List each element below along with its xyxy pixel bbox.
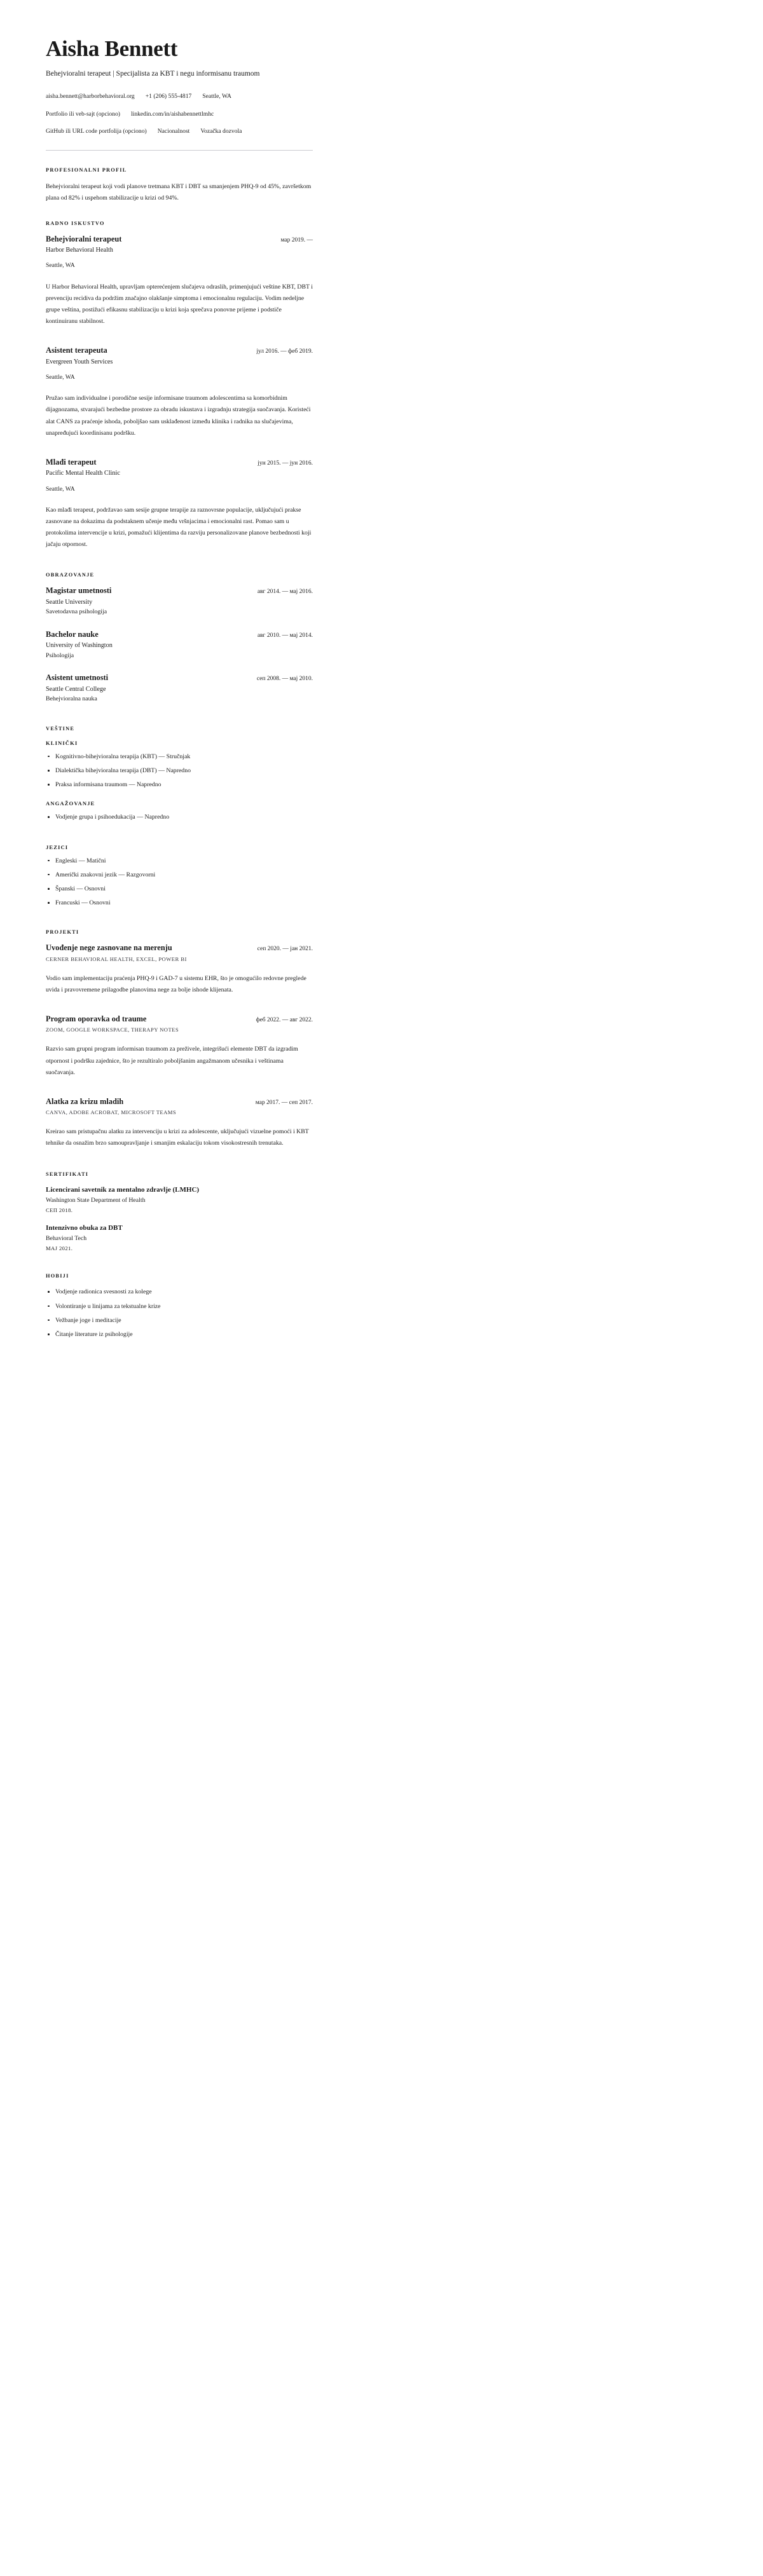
education-entry-head <box>46 630 313 640</box>
contact-row-primary <box>46 92 313 101</box>
project-description: Vodio sam implementaciju praćenja PHQ-9 i GAD-7 u sistemu EHR, što je omogućilo redovne preglede uvida i pravovremene prilagodbe planovima nege za bolje ishode klijenata. <box>46 974 306 993</box>
skill-list <box>46 812 313 822</box>
job-role: Behejvioralni terapeut <box>46 234 122 243</box>
profile-text: Behejvioralni terapeut koji vodi planove tretmana KBT i DBT sa smanjenjem PHQ-9 od 45%, završetkom plana od 82% i uspehom stabilizacije u krizi od 94%. <box>46 183 312 202</box>
certificate-issuer: Behavioral Tech <box>46 1235 87 1243</box>
language-item: Francuski — Osnovni <box>46 898 313 908</box>
education-entry-head <box>46 586 313 596</box>
project-entry <box>46 943 313 996</box>
contact-phone[interactable]: +1 (206) 555-4817 <box>145 93 192 100</box>
job-company: Evergreen Youth Services <box>46 358 113 365</box>
language-item: Engleski — Matični <box>46 856 313 866</box>
education-field: Psihologija <box>46 651 74 659</box>
experience-entry <box>46 346 313 439</box>
section-experience <box>46 221 313 551</box>
experience-entry-head <box>46 346 313 356</box>
education-field: Behejvioralna nauka <box>46 695 97 703</box>
project-entry <box>46 1097 313 1150</box>
education-degree: Bachelor nauke <box>46 629 99 639</box>
skill-item: Vodjenje grupa i psihoedukacija — Napredno <box>46 812 313 822</box>
certificate-date: СЕП 2018. <box>46 1207 73 1213</box>
project-entry-head <box>46 1014 313 1025</box>
section-title-profile: PROFESIONALNI PROFIL <box>46 167 127 174</box>
education-school: Seattle Central College <box>46 685 106 693</box>
skill-list <box>46 752 313 790</box>
contact-driving-licence: Vozačka dozvola <box>200 127 242 135</box>
section-title-skills: VEŠTINE <box>46 725 75 732</box>
project-name: Uvođenje nege zasnovane na merenju <box>46 943 172 953</box>
job-description: U Harbor Behavioral Health, upravljam opterećenjem slučajeva odraslih, primenjujući veštine KBT, DBT i prevenciju recidiva da podržim značajno olakšanje simptoma i emocionalnu regulaciju. Vodim nedeljne grupe veština, postižući efikasnu stabilizaciju u krizi koja sprečava ponovne prijeme i podstiče kontinuiranu stabilnost. <box>46 283 313 325</box>
education-degree: Magistar umetnosti <box>46 586 112 596</box>
section-skills <box>46 726 313 822</box>
project-stack: CERNER BEHAVIORAL HEALTH, EXCEL, POWER BI <box>46 955 187 962</box>
skill-group-name: ANGAŽOVANJE <box>46 800 95 807</box>
experience-entry-head <box>46 458 313 468</box>
project-stack: ZOOM, GOOGLE WORKSPACE, THERAPY NOTES <box>46 1026 179 1033</box>
certificate-date: МАЈ 2021. <box>46 1245 73 1252</box>
header-divider <box>46 150 313 151</box>
section-title-languages: JEZICI <box>46 843 69 850</box>
skill-item: Dialektička bihejvioralna terapija (DBT) — Napredno <box>46 766 313 775</box>
job-role: Mlađi terapeut <box>46 457 97 467</box>
section-title-education: OBRAZOVANJE <box>46 572 95 578</box>
skill-group-clinical <box>46 740 313 790</box>
education-date: авг 2014. — мај 2016. <box>257 589 313 596</box>
project-description: Kreirao sam pristupačnu alatku za intervenciju u krizi za adolescente, uključujući vizuelne pomoći i KBT tehnike da osnažim brzo samoupravljanje i smanjim eskalaciju tokom visokostresnih trenutaka. <box>46 1128 309 1147</box>
job-company: Pacific Mental Health Clinic <box>46 470 120 477</box>
resume-sheet <box>46 37 313 1339</box>
contact-nationality: Nacionalnost <box>157 127 190 135</box>
skill-group-name: KLINIČKI <box>46 739 78 746</box>
skill-group-engagement <box>46 800 313 822</box>
hobby-item: Čitanje literature iz psihologije <box>46 1330 313 1339</box>
education-degree: Asistent umetnosti <box>46 673 109 683</box>
hobby-list <box>46 1287 313 1339</box>
candidate-name: Aisha Bennett <box>46 36 178 61</box>
certificate-entry <box>46 1185 313 1213</box>
education-entry <box>46 673 313 704</box>
project-name: Alatka za krizu mladih <box>46 1096 124 1106</box>
job-role: Asistent terapeuta <box>46 346 107 355</box>
contact-portfolio[interactable]: Portfolio ili veb-sajt (opciono) <box>46 110 120 118</box>
certificate-name: Licencirani savetnik za mentalno zdravlje (LMHC) <box>46 1185 200 1194</box>
education-date: авг 2010. — мај 2014. <box>257 632 313 639</box>
certificate-entry <box>46 1223 313 1251</box>
certificate-name: Intenzivno obuka za DBT <box>46 1224 123 1232</box>
job-location: Seattle, WA <box>46 373 75 381</box>
hobby-item: Vežbanje joge i meditacije <box>46 1316 313 1325</box>
education-entry <box>46 586 313 617</box>
hobby-item: Vodjenje radionica svesnosti za kolege <box>46 1287 313 1297</box>
section-projects <box>46 929 313 1149</box>
job-date: јун 2015. — јун 2016. <box>258 460 313 467</box>
education-entry-head <box>46 673 313 683</box>
section-hobbies <box>46 1273 313 1339</box>
experience-entry-head <box>46 235 313 245</box>
resume-header <box>46 37 313 136</box>
job-location: Seattle, WA <box>46 485 75 493</box>
contact-row-links <box>46 110 313 119</box>
project-entry-head <box>46 943 313 953</box>
skill-item: Kognitivno-bihejvioralna terapija (KBT) — Stručnjak <box>46 752 313 761</box>
contact-linkedin[interactable]: linkedin.com/in/aishabennettlmhc <box>130 110 214 118</box>
contact-github[interactable]: GitHub ili URL code portfolija (opciono) <box>46 127 147 135</box>
contact-row-extra <box>46 127 313 136</box>
job-description: Pružao sam individualne i porodične sesije informisane traumom adolescentima sa komorbidnim dijagnozama, stvarajući bezbedne prostore za obradu iskustava i izgradnju strategija suočavanja. Koristeći alat CANS za praćenje ishoda, poboljšao sam usklađenost između klinika i radnika na slučajevima, unapređujući koordinisanu podršku. <box>46 395 311 437</box>
job-date: мар 2019. — <box>280 236 313 243</box>
project-date: феб 2022. — авг 2022. <box>256 1016 313 1023</box>
project-entry-head <box>46 1097 313 1107</box>
education-entry <box>46 630 313 660</box>
contact-location: Seattle, WA <box>202 93 231 100</box>
skill-item: Praksa informisana traumom — Napredno <box>46 780 313 789</box>
job-date: јул 2016. — феб 2019. <box>256 348 313 355</box>
job-company: Harbor Behavioral Health <box>46 247 113 254</box>
education-field: Savetodavna psihologija <box>46 608 107 616</box>
section-title-certificates: SERTIFIKATI <box>46 1171 89 1177</box>
education-school: Seattle University <box>46 598 93 606</box>
section-certificates <box>46 1171 313 1252</box>
language-item: Američki znakovni jezik — Razgovorni <box>46 870 313 880</box>
project-entry <box>46 1014 313 1079</box>
section-title-projects: PROJEKTI <box>46 929 79 936</box>
project-description: Razvio sam grupni program informisan traumom za preživele, integrišući elemente DBT da izgradim otpornost i podršku zajednice, što je rezultiralo poboljšanim angažmanom učesnika i veštinama suočavanja. <box>46 1046 298 1076</box>
experience-entry <box>46 235 313 328</box>
language-item: Španski — Osnovni <box>46 884 313 894</box>
section-profile <box>46 167 313 204</box>
job-description: Kao mlađi terapeut, podržavao sam sesije grupne terapije za raznovrsne populacije, uključujući prakse zasnovane na dokazima da podstaknem učenje među vršnjacima i emocionalni rast. Pomao sam u protokolima intervencije u krizi, pomažući klijentima da razviju personalizovane planove bezbednosti koji jačaju otpornost. <box>46 507 312 549</box>
project-date: мар 2017. — сеп 2017. <box>255 1099 313 1106</box>
contact-email[interactable]: aisha.bennett@harborbehavioral.org <box>46 93 135 100</box>
section-title-experience: RADNO ISKUSTVO <box>46 220 105 226</box>
section-languages <box>46 844 313 908</box>
project-date: сеп 2020. — јан 2021. <box>257 946 313 953</box>
candidate-headline: Behejvioralni terapeut | Specijalista za KBT i negu informisanu traumom <box>46 69 260 78</box>
education-date: сеп 2008. — мај 2010. <box>256 676 313 683</box>
education-school: University of Washington <box>46 642 113 650</box>
project-stack: CANVA, ADOBE ACROBAT, MICROSOFT TEAMS <box>46 1109 177 1116</box>
section-education <box>46 572 313 704</box>
section-title-hobbies: HOBIJI <box>46 1273 69 1279</box>
hobby-item: Volontiranje u linijama za tekstualne krize <box>46 1302 313 1311</box>
project-name: Program oporavka od traume <box>46 1014 147 1023</box>
language-list <box>46 856 313 908</box>
certificate-issuer: Washington State Department of Health <box>46 1196 146 1204</box>
job-location: Seattle, WA <box>46 262 75 269</box>
experience-entry <box>46 458 313 551</box>
